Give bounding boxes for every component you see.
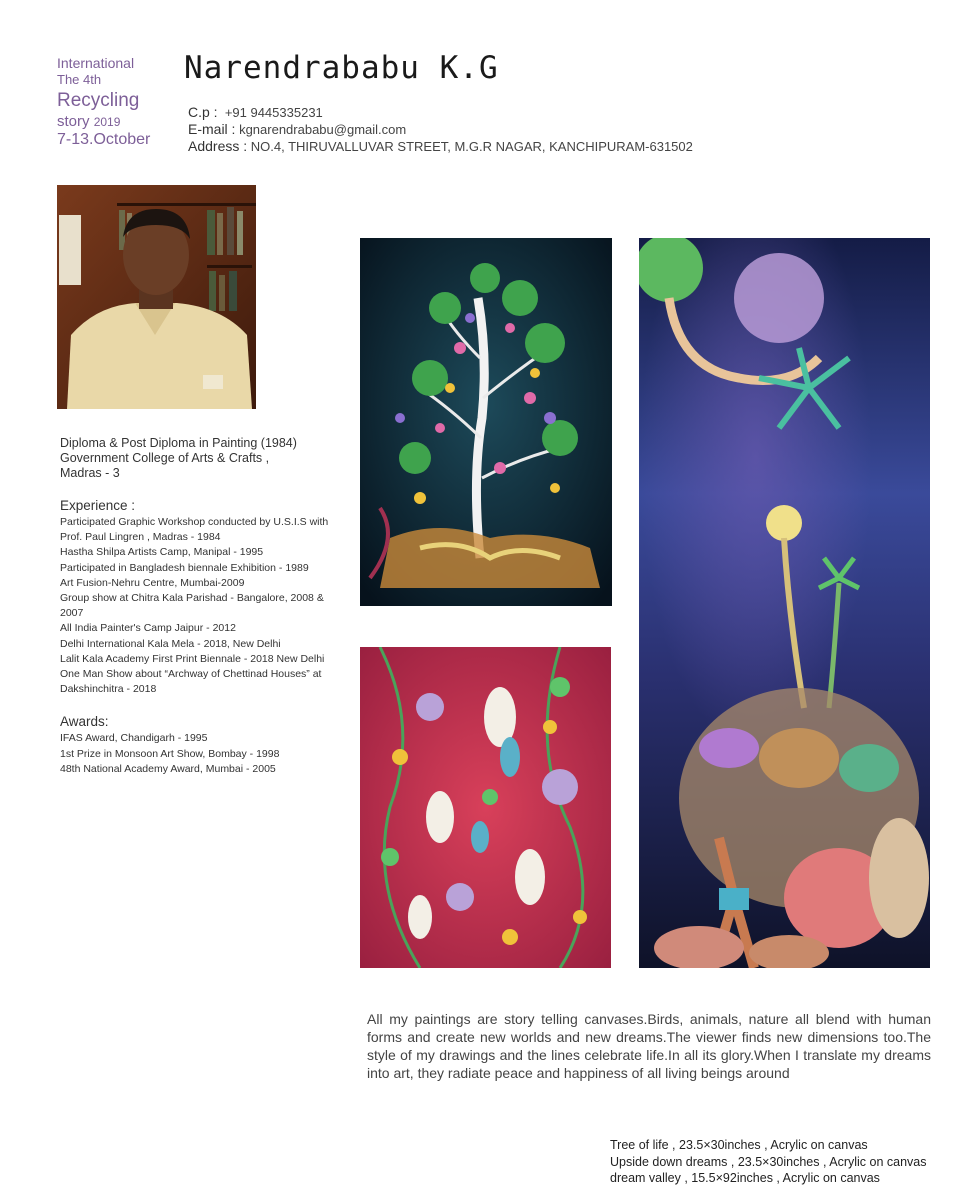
address-label: Address : [188,138,248,154]
artist-name: Narendrababu K.G [184,50,499,86]
artwork-dream-valley [639,238,930,968]
experience-item: All India Painter's Camp Jaipur - 2012 [60,622,236,635]
artwork-upside-down-dreams [360,647,611,968]
caption-tree-of-life: Tree of life , 23.5×30inches , Acrylic on canvas [610,1138,868,1152]
contact-block [188,104,693,155]
education-line: Madras - 3 [60,466,120,480]
artwork-captions [610,1137,927,1187]
phone-value: +91 9445335231 [224,105,323,120]
artist-portrait [57,185,256,409]
experience-item: 2007 [60,607,84,620]
caption-dream-valley: dream valley , 15.5×92inches , Acrylic on canvas [610,1171,880,1185]
dream-valley-illustration [639,238,930,968]
award-item: IFAS Award, Chandigarh - 1995 [60,732,208,745]
award-item: 48th National Academy Award, Mumbai - 2005 [60,762,276,775]
email-value: kgnarendrababu@gmail.com [239,122,407,137]
biography [60,436,350,777]
experience-item: Participated in Bangladesh biennale Exhibition - 1989 [60,561,309,574]
phone-label: C.p : [188,104,218,120]
awards-list [60,731,350,777]
event-line-story [57,113,150,130]
event-line-international: International [57,55,135,71]
experience-item: Group show at Chitra Kala Parishad - Bangalore, 2008 & [60,592,324,605]
experience-item: Lalit Kala Academy First Print Biennale - 2018 New Delhi [60,652,325,665]
tree-of-life-illustration [360,238,612,606]
experience-item: Prof. Paul Lingren , Madras - 1984 [60,531,221,544]
email-label: E-mail : [188,121,236,137]
experience-item: Hastha Shilpa Artists Camp, Manipal - 1995 [60,546,264,559]
email-line [188,121,693,138]
event-dates: 7-13.October [57,131,151,149]
event-line-recycling: Recycling [57,90,140,112]
experience-item: Dakshinchitra - 2018 [60,683,157,696]
event-year: 2019 [93,114,121,129]
education-line: Government College of Arts & Crafts , [60,451,270,465]
experience-item: Participated Graphic Workshop conducted by U.S.I.S with [60,516,329,528]
awards-heading: Awards: [60,714,109,730]
event-line-edition: The 4th [57,72,102,88]
experience-list [60,515,350,697]
award-item: 1st Prize in Monsoon Art Show, Bombay - 1998 [60,747,280,760]
phone-line [188,104,693,121]
address-line [188,138,693,155]
event-story-word: story [57,112,90,130]
caption-upside-down-dreams: Upside down dreams , 23.5×30inches , Acrylic on canvas [610,1154,927,1169]
artwork-tree-of-life [360,238,612,606]
experience-item: Delhi International Kala Mela - 2018, New Delhi [60,637,281,650]
portrait-illustration [57,185,256,409]
experience-item: Art Fusion-Nehru Centre, Mumbai-2009 [60,576,245,589]
education-section [60,436,350,481]
experience-item: One Man Show about “Archway of Chettinad Houses” at [60,668,322,681]
address-value: NO.4, THIRUVALLUVAR STREET, M.G.R NAGAR, KANCHIPURAM-631502 [250,139,693,154]
education-line: Diploma & Post Diploma in Painting (1984) [60,436,297,450]
upside-down-dreams-illustration [360,647,611,968]
artist-statement: All my paintings are story telling canvases.Birds, animals, nature all blend with human forms and create new worlds and new dreams.The viewer finds new dimensions too.The style of my drawings and the lines celebrate life.In all its glory.When I translate my dreams into art, they radiate peace and happiness of all living beings around [367,1011,931,1081]
experience-heading: Experience : [60,498,136,513]
event-block [57,55,150,150]
